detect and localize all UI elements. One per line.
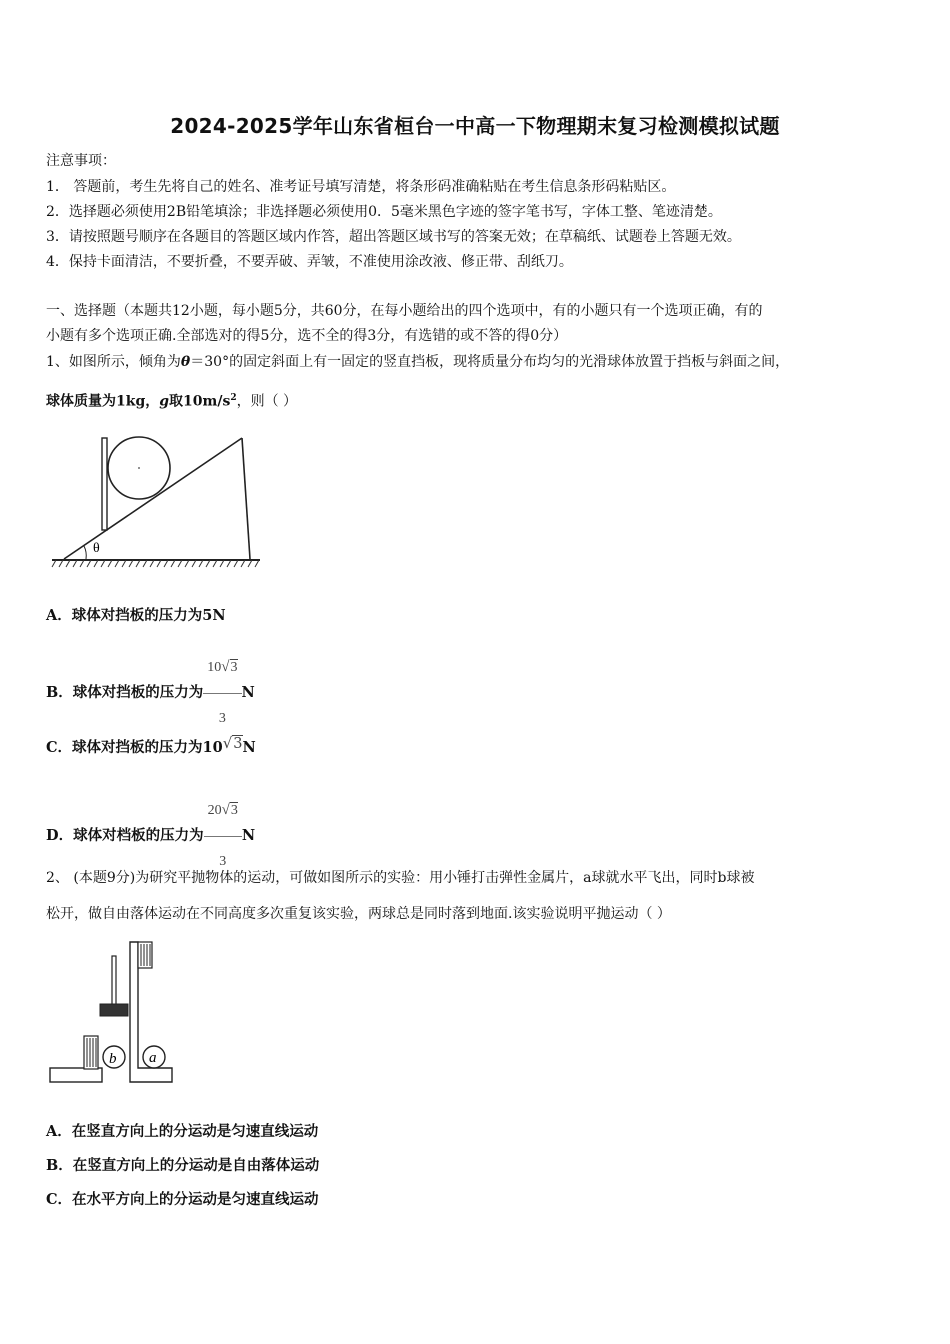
q1-stem-line-1 [46,352,789,372]
q1-option-c-unit: N [242,739,256,756]
q2-option-c[interactable] [46,1190,319,1210]
q1-option-b-label: B． [46,684,73,701]
q1-option-d-unit: N [241,827,256,844]
q1-option-d-label: D． [46,827,74,844]
vertical-baffle [102,438,107,530]
angle-label: θ [93,541,100,556]
section-intro-line-1: 一、选择题（本题共12小题，每小题5分，共60分，在每小题给出的四个选项中，有的小题只有一个选项正确，有的 [46,303,763,319]
q2-option-a[interactable] [46,1122,318,1142]
q2-stem-line-2: 松开，做自由落体运动在不同高度多次重复该实验，两球总是同时落到地面.该实验说明平抛运动（ ） [46,906,671,922]
angle-arc [84,546,86,559]
notice-item-3: 3．请按照题号顺序在各题目的答题区域内作答，超出答题区域书写的答案无效；在草稿纸、试题卷上答题无效。 [46,229,741,245]
q1-option-a-text: 球体对挡板的压力为5N [71,607,226,624]
q1-option-b-den: 3 [218,711,226,726]
hammer-handle [112,956,116,1006]
q1-option-d-den: 3 [219,854,227,869]
q1-stem-text-e: ，则（ ） [236,393,298,410]
q1-g-symbol: g [159,393,170,410]
q1-stem-line-2 [46,388,297,412]
notice-item-1: 1． 答题前，考生先将自己的姓名、准考证号填写清楚，将条形码准确粘贴在考生信息条形码粘贴区。 [46,179,676,195]
left-base [50,1068,102,1082]
q1-option-d-fraction: $\frac{20√3}{3}$ [204,787,242,885]
hammer-head [100,1004,128,1016]
ground-hatching [52,560,259,567]
q1-stem-text-a: 1、如图所示，倾角为 [46,354,181,370]
q2-option-c-label: C． [46,1191,73,1208]
page-title: 2024-2025学年山东省桓台一中高一下物理期末复习检测模拟试题 [170,114,780,138]
q1-stem-text-b: ＝30°的固定斜面上有一固定的竖直挡板，现将质量分布均匀的光滑球体放置于挡板与斜面之间， [190,354,790,370]
ball-b-label: b [109,1051,117,1067]
q2-option-b-label: B． [46,1157,73,1174]
q1-option-a-label: A． [46,607,72,624]
q1-option-d-text: 球体对档板的压力为 [73,827,204,844]
q1-theta-symbol: θ [180,354,191,370]
q1-stem-text-c: 球体质量为1kg， [46,393,160,410]
ball-center [138,467,140,469]
q2-option-a-text: 在竖直方向上的分运动是匀速直线运动 [71,1123,319,1140]
notice-item-2: 2．选择题必须使用2B铅笔填涂；非选择题必须使用0．5毫米黑色字迹的签字笔书写，字体工整、笔迹清楚。 [46,204,722,220]
q1-option-c-radicand: 3 [233,736,243,752]
q1-incline-figure [46,420,266,570]
q1-option-b-unit: N [241,684,255,701]
notice-heading: 注意事项： [46,153,116,169]
q2-stem-line-1: 2、 (本题9分)为研究平抛物体的运动，可做如图所示的实验：用小锤打击弹性金属片，a球就水平飞出，同时b球被 [46,870,755,886]
notice-item-4: 4．保持卡面清洁，不要折叠，不要弄破、弄皱，不准使用涂改液、修正带、刮纸刀。 [46,254,573,270]
ball-a-label: a [149,1050,157,1066]
q1-option-b-coef: 10 [207,660,222,675]
q1-stem-text-d: 取10m/s [169,393,231,410]
q1-option-b-fraction: $\frac{10√3}{3}$ [203,644,241,742]
q1-option-a[interactable] [46,606,226,626]
q2-option-b-text: 在竖直方向上的分运动是自由落体运动 [72,1157,320,1174]
q1-exponent: 2 [230,393,237,403]
q1-option-c-label: C． [46,739,73,756]
q1-option-d-radicand: 3 [230,803,238,818]
q1-option-b-radicand: 3 [230,660,238,675]
section-intro-line-2: 小题有多个选项正确.全部选对的得5分，选不全的得3分，有选错的或不答的得0分） [46,328,568,344]
incline-surface [64,438,242,559]
q2-option-c-text: 在水平方向上的分运动是匀速直线运动 [72,1191,319,1208]
incline-back [242,438,250,559]
q2-option-b[interactable] [46,1156,319,1176]
q1-option-c[interactable]: C．球体对挡板的压力为10√3N [46,734,256,756]
q2-apparatus-figure [46,936,176,1088]
q2-option-a-label: A． [46,1123,72,1140]
q1-option-b-text: 球体对挡板的压力为 [72,684,204,701]
q1-option-d-coef: 20 [207,803,222,818]
q1-option-c-text: 球体对挡板的压力为10 [72,739,223,756]
